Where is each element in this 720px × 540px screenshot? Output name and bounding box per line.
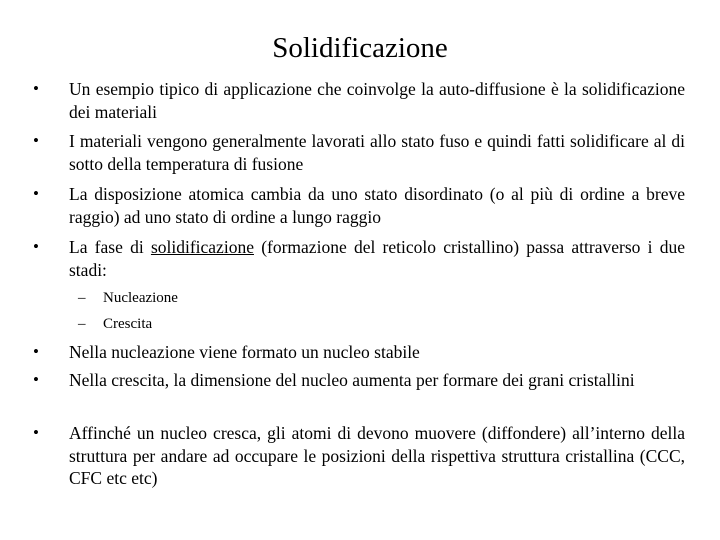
bullet-text-part: (formazione del reticolo cristallino) passa attraverso i due stadi: [69, 237, 685, 280]
bullet-marker: • [33, 184, 39, 203]
bullet-text: Affinché un nucleo cresca, gli atomi di devono muovere (diffondere) all’interno della struttura per andare ad occupare le posizioni della rispettiva struttura cristallina (CCC, CFC etc etc) [69, 423, 685, 488]
slide-title: Solidificazione [272, 32, 448, 64]
bullet-text: Nella nucleazione viene formato un nucleo stabile [69, 342, 420, 362]
bullet-text [69, 236, 685, 281]
bullet-marker: • [33, 370, 39, 389]
bullet-marker: • [33, 423, 39, 442]
bullet-marker: • [33, 79, 39, 98]
bullet-text: Un esempio tipico di applicazione che coinvolge la auto-diffusione è la solidificazione dei materiali [69, 79, 685, 122]
bullet-text: Nella crescita, la dimensione del nucleo aumenta per formare dei grani cristallini [69, 370, 635, 390]
bullet-marker: • [33, 131, 39, 150]
sub-bullet-text: Crescita [103, 316, 153, 332]
bullet-marker: • [33, 237, 39, 256]
underlined-term: solidificazione [150, 237, 254, 257]
sub-bullet-marker: – [78, 316, 86, 332]
bullet-text: I materiali vengono generalmente lavorati allo stato fuso e quindi fatti solidificare al di sotto della temperatura di fusione [69, 131, 685, 174]
bullet-text: La disposizione atomica cambia da uno stato disordinato (o al più di ordine a breve raggio) ad uno stato di ordine a lungo raggio [69, 184, 685, 227]
sub-bullet-marker: – [78, 290, 86, 306]
bullet-text-part: La fase di [69, 237, 151, 257]
bullet-marker: • [33, 342, 39, 361]
sub-bullet-text: Nucleazione [103, 290, 178, 306]
